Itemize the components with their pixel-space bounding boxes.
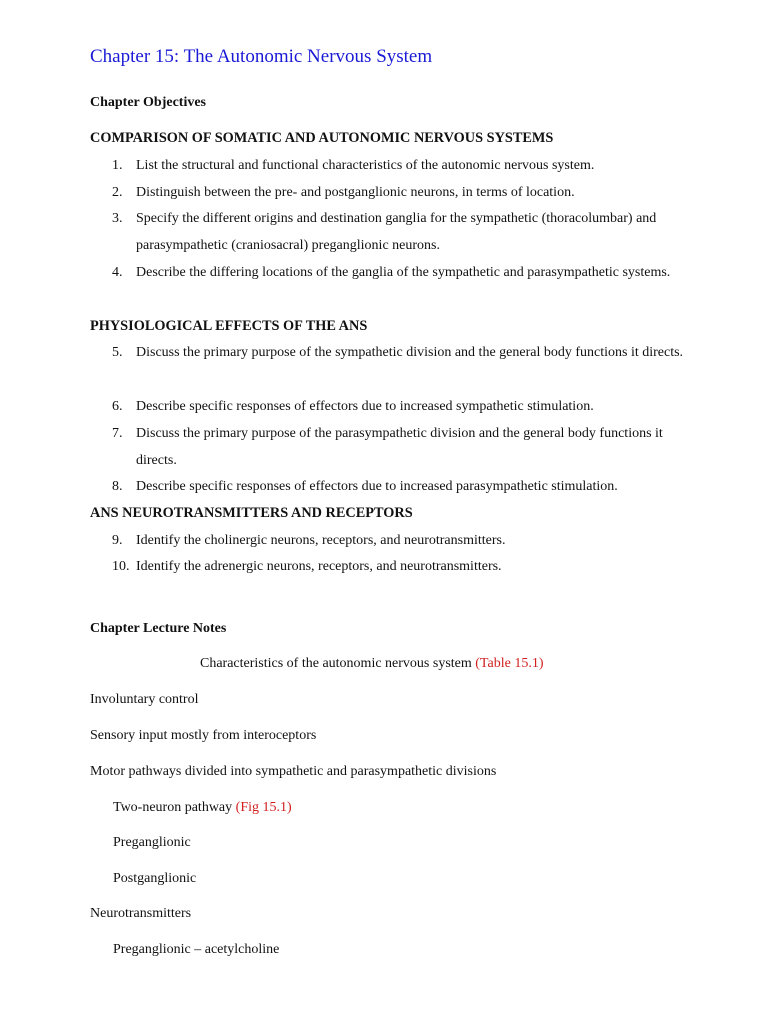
note-text: Two-neuron pathway	[113, 800, 236, 815]
objective-text: List the structural and functional characteristics of the autonomic nervous system.	[136, 158, 595, 173]
figure-reference-link: (Fig 15.1)	[235, 800, 292, 815]
characteristics-text: Characteristics of the autonomic nervous system	[200, 656, 476, 671]
objective-number: 9.	[112, 533, 123, 548]
objective-item	[112, 259, 692, 286]
objective-number: 1.	[112, 158, 123, 173]
objective-text: Identify the adrenergic neurons, receptors, and neurotransmitters.	[136, 559, 502, 574]
objective-text: Specify the different origins and destination ganglia for the sympathetic (thoracolumbar) and parasympathetic (craniosacral) preganglionic neurons.	[136, 211, 657, 253]
note-line	[113, 942, 279, 958]
note-text: Involuntary control	[90, 692, 199, 707]
characteristics-line	[200, 656, 543, 672]
note-text: Preganglionic	[113, 835, 191, 850]
note-line	[113, 871, 196, 887]
objective-item	[112, 205, 692, 259]
objective-number: 2.	[112, 185, 123, 200]
objective-item	[112, 527, 692, 554]
note-text: Sensory input mostly from interoceptors	[90, 728, 317, 743]
section-heading-neurotransmitters: ANS NEUROTRANSMITTERS AND RECEPTORS	[90, 505, 413, 521]
objective-item	[112, 179, 692, 206]
note-line	[113, 835, 191, 851]
objective-text: Describe specific responses of effectors due to increased parasympathetic stimulation.	[136, 479, 618, 494]
objectives-heading: Chapter Objectives	[90, 95, 206, 110]
objective-text: Describe the differing locations of the ganglia of the sympathetic and parasympathetic systems.	[136, 265, 671, 280]
objective-number: 4.	[112, 265, 123, 280]
objective-number: 5.	[112, 345, 123, 360]
objective-item	[112, 420, 692, 474]
note-text: Postganglionic	[113, 871, 197, 886]
note-line	[90, 764, 496, 780]
section-heading-physiological: PHYSIOLOGICAL EFFECTS OF THE ANS	[90, 318, 368, 334]
objective-item	[112, 553, 692, 580]
objective-number: 10.	[112, 559, 130, 574]
section-heading-comparison: COMPARISON OF SOMATIC AND AUTONOMIC NERVOUS SYSTEMS	[90, 130, 554, 146]
note-line	[90, 692, 198, 708]
objective-item	[112, 152, 692, 179]
note-line	[90, 728, 316, 744]
objective-text: Identify the cholinergic neurons, receptors, and neurotransmitters.	[136, 533, 506, 548]
objective-item	[112, 473, 692, 500]
objective-number: 6.	[112, 399, 123, 414]
objective-number: 3.	[112, 211, 123, 226]
objective-text: Discuss the primary purpose of the sympathetic division and the general body functions it directs.	[136, 345, 684, 360]
note-text: Motor pathways divided into sympathetic and parasympathetic divisions	[90, 764, 497, 779]
page-title: Chapter 15: The Autonomic Nervous System	[90, 46, 433, 67]
table-reference-link: (Table 15.1)	[475, 656, 544, 671]
objective-item	[112, 339, 692, 366]
note-text: Preganglionic – acetylcholine	[113, 942, 280, 957]
note-line	[113, 800, 292, 816]
note-text: Neurotransmitters	[90, 906, 192, 921]
objective-text: Discuss the primary purpose of the parasympathetic division and the general body functions it directs.	[136, 426, 663, 468]
lecture-notes-heading: Chapter Lecture Notes	[90, 621, 227, 636]
objective-number: 8.	[112, 479, 123, 494]
objective-item	[112, 393, 692, 420]
note-line	[90, 906, 191, 922]
objective-text: Distinguish between the pre- and postganglionic neurons, in terms of location.	[136, 185, 575, 200]
objective-text: Describe specific responses of effectors due to increased sympathetic stimulation.	[136, 399, 594, 414]
objective-number: 7.	[112, 426, 123, 441]
